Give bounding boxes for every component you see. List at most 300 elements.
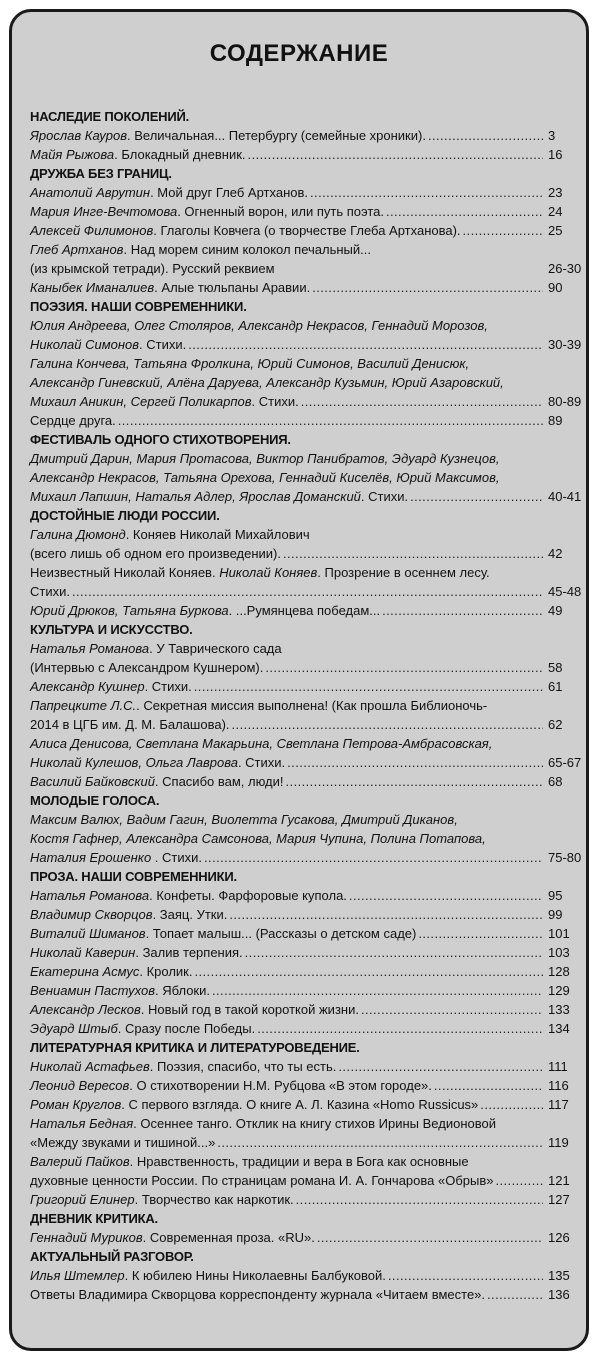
toc-entry xyxy=(30,449,592,506)
entry-text xyxy=(30,468,499,487)
entry-text xyxy=(30,658,263,677)
entry-text xyxy=(30,373,504,392)
entry-title: (из крымской тетради). Русский реквием xyxy=(30,261,275,276)
entry-title: . Конфеты. Фарфоровые купола. xyxy=(149,888,347,903)
page-number: 133 xyxy=(548,1002,570,1017)
entry-text xyxy=(30,278,310,297)
entry-text xyxy=(30,221,461,240)
toc-line xyxy=(30,487,592,506)
entry-text xyxy=(30,1266,386,1285)
entry-title: . С первого взгляда. О книге А. Л. Казина «Homo Russicus» xyxy=(121,1097,479,1112)
entry-text xyxy=(30,601,380,620)
toc-line xyxy=(30,1133,592,1152)
page-number: 58 xyxy=(548,660,563,675)
contents-frame xyxy=(9,9,589,1351)
toc-entry xyxy=(30,905,592,924)
entry-author: Алексей Филимонов xyxy=(30,223,154,238)
page-number: 45-48 xyxy=(548,584,582,599)
section-heading: ДРУЖБА БЕЗ ГРАНИЦ. xyxy=(30,166,172,181)
entry-author: Николай Каверин xyxy=(30,945,136,960)
toc-line xyxy=(30,316,592,335)
entry-author: Михаил Лапшин, Наталья Адлер, Ярослав Доманский xyxy=(30,489,361,504)
entry-title: . Топает малыш... (Рассказы о детском саде) xyxy=(145,926,417,941)
entry-author: Наталия Ерошенко xyxy=(30,850,152,865)
dot-leader xyxy=(349,886,543,905)
toc-entry xyxy=(30,886,592,905)
toc-line xyxy=(30,981,592,1000)
toc-entry xyxy=(30,221,592,240)
entry-text xyxy=(30,563,490,582)
toc-entry xyxy=(30,240,592,278)
toc-entry xyxy=(30,1228,592,1247)
entry-author: Костя Гафнер, Александра Самсонова, Мария Чупина, Полина Потапова, xyxy=(30,831,486,846)
page-number: 68 xyxy=(548,774,563,789)
entry-author: Юрий Дрюков, Татьяна Буркова xyxy=(30,603,229,618)
toc-entry xyxy=(30,1019,592,1038)
toc-entry xyxy=(30,1095,592,1114)
entry-text xyxy=(30,639,282,658)
toc-line xyxy=(30,696,592,715)
section-heading: ФЕСТИВАЛЬ ОДНОГО СТИХОТВОРЕНИЯ. xyxy=(30,432,291,447)
page-number: 25 xyxy=(548,223,563,238)
entry-text xyxy=(30,582,70,601)
entry-title: . Яблоки. xyxy=(155,983,210,998)
entry-title: . Спасибо вам, люди! xyxy=(154,774,284,789)
entry-text xyxy=(30,544,281,563)
page-number: 80-89 xyxy=(548,394,582,409)
toc-entry xyxy=(30,183,592,202)
entry-author: Валерий Пайков xyxy=(30,1154,130,1169)
dot-leader xyxy=(434,1076,543,1095)
toc-line xyxy=(30,582,592,601)
toc-line xyxy=(30,221,592,240)
page-number: 42 xyxy=(548,546,563,561)
entry-author: Галина Кончева, Татьяна Фролкина, Юрий Симонов, Василий Денисюк, xyxy=(30,356,470,371)
entry-text xyxy=(30,848,202,867)
toc-entry xyxy=(30,354,592,411)
page-number: 24 xyxy=(548,204,563,219)
dot-leader xyxy=(312,278,543,297)
entry-text xyxy=(30,145,246,164)
dot-leader xyxy=(418,924,543,943)
dot-leader xyxy=(232,715,543,734)
toc-line xyxy=(30,1266,592,1285)
toc-entry xyxy=(30,962,592,981)
entry-author: Александр Некрасов, Татьяна Орехова, Геннадий Киселёв, Юрий Максимов, xyxy=(30,470,500,485)
dot-leader xyxy=(382,601,543,620)
toc-entry xyxy=(30,1076,592,1095)
entry-title: . Стихи. xyxy=(151,850,203,865)
entry-text xyxy=(30,1152,469,1171)
dot-leader xyxy=(283,544,543,563)
dot-leader xyxy=(495,1171,543,1190)
page-number: 40-41 xyxy=(548,489,582,504)
toc-line xyxy=(30,1114,592,1133)
entry-text xyxy=(30,1019,255,1038)
toc-line xyxy=(30,259,592,278)
dot-leader xyxy=(245,943,543,962)
entry-text xyxy=(30,1114,496,1133)
toc-line xyxy=(30,183,592,202)
table-of-contents xyxy=(30,107,592,1304)
entry-title: . Стихи. xyxy=(251,394,299,409)
toc-line xyxy=(30,943,592,962)
section-heading: КУЛЬТУРА И ИСКУССТВО. xyxy=(30,622,193,637)
toc-entry xyxy=(30,924,592,943)
entry-title: (Интервью с Александром Кушнером). xyxy=(30,660,264,675)
entry-title: . Поэзия, спасибо, что ты есть. xyxy=(149,1059,337,1074)
entry-text xyxy=(30,392,299,411)
entry-text xyxy=(30,525,310,544)
entry-text xyxy=(30,354,469,373)
entry-title: . Осеннее танго. Отклик на книгу стихов Ирины Ведионовой xyxy=(133,1116,496,1131)
entry-title: духовные ценности России. По страницам романа И. А. Гончарова «Обрыв» xyxy=(30,1173,494,1188)
entry-title: Сердце друга. xyxy=(30,413,116,428)
toc-line xyxy=(30,1190,592,1209)
entry-author: Роман Круглов xyxy=(30,1097,122,1112)
dot-leader xyxy=(188,335,543,354)
entry-text xyxy=(30,1076,432,1095)
toc-entry xyxy=(30,601,592,620)
entry-title: . Новый год в такой короткой жизни. xyxy=(140,1002,359,1017)
dot-leader xyxy=(301,392,543,411)
toc-line xyxy=(30,886,592,905)
entry-text xyxy=(30,715,230,734)
toc-line xyxy=(30,1095,592,1114)
entry-title: . Над морем синим колокол печальный... xyxy=(123,242,371,257)
entry-title: . Коняев Николай Михайлович xyxy=(125,527,310,542)
entry-title: . Блокадный дневник. xyxy=(114,147,246,162)
entry-author: Николай Коняев xyxy=(219,565,318,580)
section-heading: АКТУАЛЬНЫЙ РАЗГОВОР. xyxy=(30,1249,194,1264)
entry-text xyxy=(30,924,416,943)
dot-leader xyxy=(287,753,543,772)
entry-title: «Между звуками и тишиной...» xyxy=(30,1135,216,1150)
dot-leader xyxy=(194,962,543,981)
entry-text xyxy=(30,810,458,829)
toc-entry xyxy=(30,734,592,772)
toc-entry xyxy=(30,772,592,791)
toc-line xyxy=(30,563,592,582)
entry-title: . Стихи. xyxy=(139,337,187,352)
section-heading: ПРОЗА. НАШИ СОВРЕМЕННИКИ. xyxy=(30,869,237,884)
page-number: 89 xyxy=(548,413,563,428)
entry-author: Анатолий Аврутин xyxy=(30,185,151,200)
dot-leader xyxy=(118,411,543,430)
toc-entry xyxy=(30,1000,592,1019)
entry-author: Юлия Андреева, Олег Столяров, Александр Некрасов, Геннадий Морозов, xyxy=(30,318,488,333)
toc-entry xyxy=(30,525,592,563)
entry-title: . Залив терпения. xyxy=(135,945,243,960)
toc-line xyxy=(30,1285,592,1304)
entry-author: Алиса Денисова, Светлана Макарьина, Светлана Петрова-Амбрасовская, xyxy=(30,736,493,751)
page-number: 3 xyxy=(548,128,556,143)
toc-entry xyxy=(30,316,592,354)
toc-line xyxy=(30,772,592,791)
section-heading: ДНЕВНИК КРИТИКА. xyxy=(30,1211,158,1226)
page-number: 75-80 xyxy=(548,850,582,865)
page-number: 129 xyxy=(548,983,570,998)
toc-line xyxy=(30,126,592,145)
toc-line xyxy=(30,1171,592,1190)
entry-title: . Стихи. xyxy=(360,489,409,504)
section-heading: МОЛОДЫЕ ГОЛОСА. xyxy=(30,793,160,808)
entry-text xyxy=(30,183,308,202)
toc-entry xyxy=(30,943,592,962)
entry-author: Михаил Аникин, Сергей Поликарпов xyxy=(30,394,252,409)
dot-leader xyxy=(361,1000,543,1019)
entry-text xyxy=(30,202,384,221)
page-number: 134 xyxy=(548,1021,570,1036)
entry-author: Папрецките Л.С. xyxy=(30,698,137,713)
toc-line xyxy=(30,1057,592,1076)
entry-title: (всего лишь об одном его произведении). xyxy=(30,546,281,561)
toc-entry xyxy=(30,1057,592,1076)
entry-title: . Стихи. xyxy=(144,679,192,694)
toc-line xyxy=(30,1228,592,1247)
dot-leader xyxy=(257,1019,543,1038)
entry-text xyxy=(30,1000,359,1019)
toc-line xyxy=(30,544,592,563)
entry-author: Майя Рыжова xyxy=(30,147,115,162)
dot-leader xyxy=(248,145,543,164)
entry-author: Александр Лесков xyxy=(30,1002,141,1017)
entry-title: . ...Румянцева победам... xyxy=(228,603,381,618)
entry-text xyxy=(30,753,285,772)
entry-text xyxy=(30,1057,336,1076)
entry-author: Галина Дюмонд xyxy=(30,527,126,542)
entry-text xyxy=(30,981,210,1000)
entry-text xyxy=(30,449,499,468)
toc-line xyxy=(30,354,592,373)
entry-title: . У Таврического сада xyxy=(149,641,282,656)
page-number: 99 xyxy=(548,907,563,922)
page-number: 23 xyxy=(548,185,563,200)
entry-author: Николай Астафьев xyxy=(30,1059,150,1074)
page-number: 101 xyxy=(548,926,570,941)
toc-entry xyxy=(30,145,592,164)
entry-title: . Стихи. xyxy=(237,755,286,770)
entry-text xyxy=(30,677,192,696)
toc-line xyxy=(30,525,592,544)
dot-leader xyxy=(480,1095,543,1114)
dot-leader xyxy=(428,126,543,145)
entry-title: . О стихотворении Н.М. Рубцова «В этом городе». xyxy=(129,1078,432,1093)
page-number: 111 xyxy=(548,1059,568,1074)
dot-leader xyxy=(386,202,543,221)
entry-text xyxy=(30,411,116,430)
entry-text xyxy=(30,316,488,335)
toc-line xyxy=(30,240,592,259)
entry-text xyxy=(30,962,192,981)
toc-line xyxy=(30,411,592,430)
entry-author: Эдуард Штыб xyxy=(30,1021,118,1036)
dot-leader xyxy=(204,848,543,867)
toc-line xyxy=(30,810,592,829)
entry-author: Александр Гиневский, Алёна Даруева, Александр Кузьмин, Юрий Азаровский, xyxy=(30,375,504,390)
page-number: 116 xyxy=(548,1078,569,1093)
entry-text xyxy=(30,335,186,354)
toc-line xyxy=(30,715,592,734)
entry-text xyxy=(30,1171,493,1190)
entry-text xyxy=(30,259,275,278)
dot-leader xyxy=(286,772,543,791)
entry-author: Владимир Скворцов xyxy=(30,907,153,922)
entry-author: Екатерина Асмус xyxy=(30,964,140,979)
toc-entry xyxy=(30,1114,592,1152)
entry-title: . Сразу после Победы. xyxy=(117,1021,256,1036)
entry-title: . Современная проза. «RU». xyxy=(142,1230,315,1245)
toc-line xyxy=(30,373,592,392)
page-number: 61 xyxy=(548,679,563,694)
entry-title: . Мой друг Глеб Артханов. xyxy=(150,185,309,200)
entry-title: Стихи. xyxy=(30,584,70,599)
dot-leader xyxy=(265,658,543,677)
page-number: 127 xyxy=(548,1192,570,1207)
dot-leader xyxy=(410,487,543,506)
entry-title: . Прозрение в осеннем лесу. xyxy=(317,565,490,580)
toc-entry xyxy=(30,126,592,145)
page-number: 30-39 xyxy=(548,337,582,352)
toc-entry xyxy=(30,202,592,221)
entry-title: Неизвестный Николай Коняев. xyxy=(30,565,220,580)
section-heading: ЛИТЕРАТУРНАЯ КРИТИКА И ЛИТЕРАТУРОВЕДЕНИЕ. xyxy=(30,1040,360,1055)
toc-line xyxy=(30,1000,592,1019)
entry-text xyxy=(30,1285,485,1304)
section-heading: НАСЛЕДИЕ ПОКОЛЕНИЙ. xyxy=(30,109,190,124)
toc-line xyxy=(30,278,592,297)
toc-line xyxy=(30,829,592,848)
page-number: 16 xyxy=(548,147,563,162)
entry-title: . Кролик. xyxy=(139,964,193,979)
entry-text xyxy=(30,905,227,924)
entry-title: . Огненный ворон, или путь поэта. xyxy=(177,204,384,219)
entry-title: . Глаголы Ковчега (о творчестве Глеба Артханова). xyxy=(153,223,461,238)
entry-text xyxy=(30,1095,478,1114)
dot-leader xyxy=(388,1266,543,1285)
page-number: 62 xyxy=(548,717,563,732)
entry-author: Наталья Романова xyxy=(30,641,150,656)
entry-author: Геннадий Муриков xyxy=(30,1230,143,1245)
toc-line xyxy=(30,753,592,772)
page-title: СОДЕРЖАНИЕ xyxy=(209,40,389,67)
toc-line xyxy=(30,962,592,981)
dot-leader xyxy=(72,582,543,601)
section-heading: ПОЭЗИЯ. НАШИ СОВРЕМЕННИКИ. xyxy=(30,299,247,314)
page-number: 128 xyxy=(548,964,570,979)
page-number: 103 xyxy=(548,945,570,960)
entry-text xyxy=(30,886,347,905)
dot-leader xyxy=(338,1057,543,1076)
section-heading: ДОСТОЙНЫЕ ЛЮДИ РОССИИ. xyxy=(30,508,220,523)
page-number: 126 xyxy=(548,1230,570,1245)
toc-line xyxy=(30,658,592,677)
entry-title: 2014 в ЦГБ им. Д. М. Балашова). xyxy=(30,717,230,732)
toc-line xyxy=(30,639,592,658)
page-number: 95 xyxy=(548,888,563,903)
toc-entry xyxy=(30,278,592,297)
entry-author: Александр Кушнер xyxy=(30,679,145,694)
page-number: 49 xyxy=(548,603,563,618)
entry-author: Илья Штемлер xyxy=(30,1268,125,1283)
toc-line xyxy=(30,924,592,943)
toc-line xyxy=(30,734,592,753)
toc-line xyxy=(30,601,592,620)
entry-text xyxy=(30,1228,315,1247)
toc-entry xyxy=(30,563,592,601)
entry-text xyxy=(30,943,243,962)
entry-text xyxy=(30,734,492,753)
entry-text xyxy=(30,1190,294,1209)
entry-text xyxy=(30,772,284,791)
entry-title: . Заяц. Утки. xyxy=(152,907,228,922)
toc-line xyxy=(30,202,592,221)
entry-title: . Секретная миссия выполнена! (Как прошла Библионочь- xyxy=(136,698,488,713)
entry-author: Николай Симонов xyxy=(30,337,140,352)
dot-leader xyxy=(310,183,543,202)
entry-title: . Величальная... Петербургу (семейные хроники). xyxy=(127,128,426,143)
dot-leader xyxy=(487,1285,543,1304)
dot-leader xyxy=(212,981,543,1000)
toc-entry xyxy=(30,981,592,1000)
page-number: 90 xyxy=(548,280,563,295)
entry-author: Виталий Шиманов xyxy=(30,926,146,941)
toc-line xyxy=(30,335,592,354)
toc-line xyxy=(30,392,592,411)
toc-entry xyxy=(30,411,592,430)
entry-author: Николай Кулешов, Ольга Лаврова xyxy=(30,755,238,770)
toc-entry xyxy=(30,677,592,696)
toc-line xyxy=(30,848,592,867)
toc-line xyxy=(30,1152,592,1171)
page-number: 136 xyxy=(548,1287,570,1302)
entry-text xyxy=(30,696,487,715)
toc-entry xyxy=(30,1190,592,1209)
entry-text xyxy=(30,829,486,848)
entry-author: Дмитрий Дарин, Мария Протасова, Виктор Панибратов, Эдуард Кузнецов, xyxy=(30,451,500,466)
dot-leader xyxy=(229,905,543,924)
entry-author: Каныбек Иманалиев xyxy=(30,280,155,295)
toc-line xyxy=(30,145,592,164)
entry-text xyxy=(30,487,408,506)
entry-text xyxy=(30,240,371,259)
page-number: 26-30 xyxy=(548,261,582,276)
dot-leader xyxy=(217,1133,543,1152)
entry-author: Глеб Артханов xyxy=(30,242,124,257)
dot-leader xyxy=(194,677,543,696)
entry-title: . Нравственность, традиции и вера в Бога как основные xyxy=(129,1154,469,1169)
entry-text xyxy=(30,126,426,145)
toc-line xyxy=(30,1019,592,1038)
page-number: 121 xyxy=(548,1173,570,1188)
page-number: 135 xyxy=(548,1268,570,1283)
toc-entry xyxy=(30,810,592,867)
entry-author: Вениамин Пастухов xyxy=(30,983,155,998)
toc-entry xyxy=(30,1266,592,1285)
page-number: 119 xyxy=(548,1135,569,1150)
page-number: 65-67 xyxy=(548,755,582,770)
toc-entry xyxy=(30,696,592,734)
entry-title: . Творчество как наркотик. xyxy=(134,1192,294,1207)
entry-author: Максим Валюх, Вадим Гагин, Виолетта Гусакова, Дмитрий Диканов, xyxy=(30,812,458,827)
entry-title: . Алые тюльпаны Аравии. xyxy=(154,280,311,295)
entry-author: Наталья Романова xyxy=(30,888,150,903)
entry-author: Григорий Елинер xyxy=(30,1192,135,1207)
toc-entry xyxy=(30,639,592,677)
entry-author: Василий Байковский xyxy=(30,774,155,789)
entry-title: . К юбилею Нины Николаевны Балбуковой. xyxy=(124,1268,386,1283)
dot-leader xyxy=(463,221,543,240)
